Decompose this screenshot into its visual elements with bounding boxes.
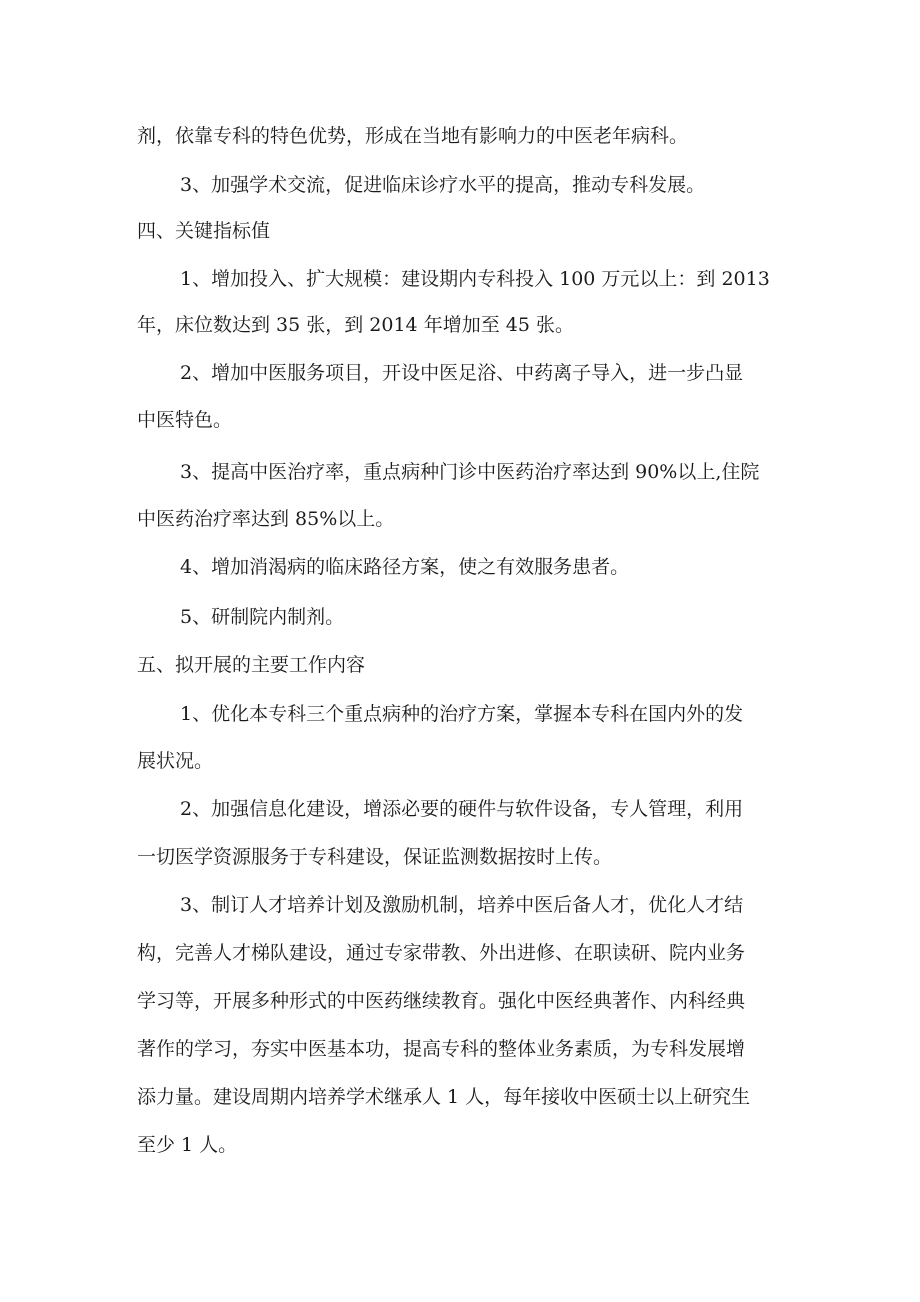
s5-item-1-line-1: 1、优化本专科三个重点病种的治疗方案，掌握本专科在国内外的发 [180, 703, 744, 725]
exchange-item-line: 3、加强学术交流，促进临床诊疗水平的提高，推动专科发展。 [180, 174, 706, 196]
s4-item-4-line-1: 4、增加消渴病的临床路径方案，使之有效服务患者。 [180, 556, 630, 578]
s5-item-3-line-1: 3、制订人才培养计划及激励机制，培养中医后备人才，优化人才结 [180, 894, 744, 916]
s4-item-1-line-2: 年，床位数达到 35 张，到 2014 年增加至 45 张。 [137, 314, 574, 336]
s5-item-3-line-3: 学习等，开展多种形式的中医药继续教育。强化中医经典著作、内科经典 [137, 990, 746, 1012]
intro-tail-line: 剂，依靠专科的特色优势，形成在当地有影响力的中医老年病科。 [137, 125, 689, 147]
section-5-heading: 五、拟开展的主要工作内容 [137, 654, 366, 676]
section-4-heading: 四、关键指标值 [137, 220, 271, 242]
s4-item-2-line-2: 中医特色。 [137, 409, 233, 431]
s5-item-2-line-2: 一切医学资源服务于专科建设，保证监测数据按时上传。 [137, 846, 613, 868]
s4-item-5-line-1: 5、研制院内制剂。 [180, 606, 345, 628]
s4-item-2-line-1: 2、增加中医服务项目，开设中医足浴、中药离子导入，进一步凸显 [180, 362, 744, 384]
s5-item-3-line-2: 构，完善人才梯队建设，通过专家带教、外出进修、在职读研、院内业务 [137, 942, 746, 964]
s5-item-2-line-1: 2、加强信息化建设，增添必要的硬件与软件设备，专人管理，利用 [180, 798, 744, 820]
s4-item-3-line-1: 3、提高中医治疗率，重点病种门诊中医药治疗率达到 90%以上,住院 [180, 461, 760, 483]
s4-item-3-line-2: 中医药治疗率达到 85%以上。 [137, 508, 395, 530]
s5-item-3-line-4: 著作的学习，夯实中医基本功，提高专科的整体业务素质，为专科发展增 [137, 1038, 746, 1060]
s5-item-3-line-6: 至少 1 人。 [137, 1134, 238, 1156]
s4-item-1-line-1: 1、增加投入、扩大规模：建设期内专科投入 100 万元以上：到 2013 [180, 268, 770, 290]
s5-item-3-line-5: 添力量。建设周期内培养学术继承人 1 人，每年接收中医硕士以上研究生 [137, 1086, 751, 1108]
s5-item-1-line-2: 展状况。 [137, 750, 214, 772]
